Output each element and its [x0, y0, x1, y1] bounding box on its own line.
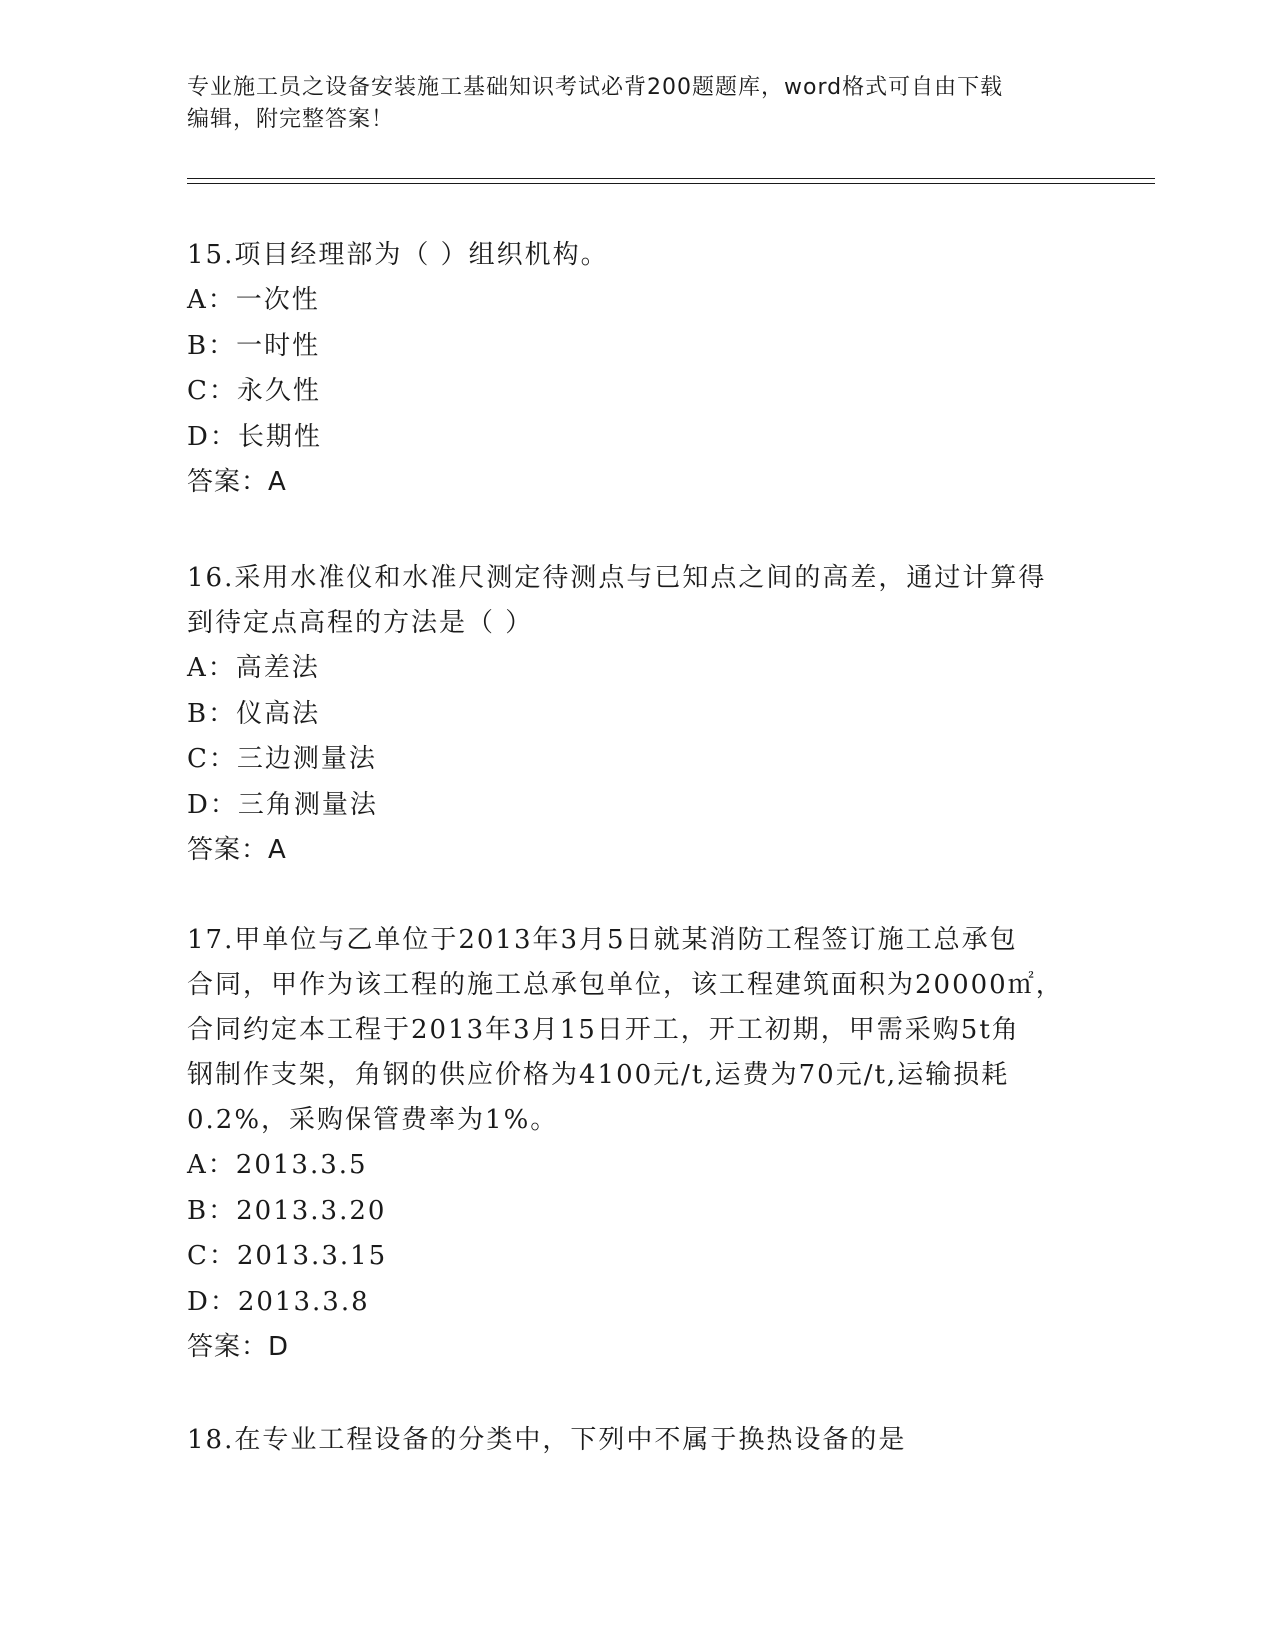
answer: 答案：A — [187, 467, 287, 497]
header-line-2: 编辑，附完整答案！ — [187, 107, 395, 132]
header-line-1: 专业施工员之设备安装施工基础知识考试必背200题题库，word格式可自由下载 — [187, 75, 1004, 100]
question-stem: 16.采用水准仪和水准尺测定待测点与已知点之间的高差，通过计算得 — [187, 563, 1047, 593]
header-divider-top — [187, 178, 1155, 179]
question-stem: 0.2%，采购保管费率为1%。 — [187, 1105, 559, 1135]
option-d: D：长期性 — [187, 421, 322, 452]
question-stem: 15.项目经理部为（ ）组织机构。 — [187, 240, 609, 270]
option-a: A：一次性 — [187, 285, 320, 315]
question-stem: 18.在专业工程设备的分类中，下列中不属于换热设备的是 — [187, 1425, 907, 1455]
header-divider-bottom — [187, 183, 1155, 184]
option-b: B：2013.3.20 — [187, 1195, 387, 1226]
option-d: D：三角测量法 — [187, 789, 378, 820]
option-a: A：高差法 — [187, 653, 320, 683]
question-17 — [187, 918, 1087, 1370]
option-a: A：2013.3.5 — [187, 1150, 368, 1180]
question-stem: 钢制作支架，角钢的供应价格为4100元/t,运费为70元/t,运输损耗 — [187, 1060, 1010, 1090]
question-stem: 合同，甲作为该工程的施工总承包单位，该工程建筑面积为20000㎡， — [187, 970, 1064, 1000]
option-b: B：一时性 — [187, 330, 321, 361]
option-c: C：三边测量法 — [187, 744, 377, 774]
option-c: C：2013.3.15 — [187, 1241, 388, 1271]
option-d: D：2013.3.8 — [187, 1286, 370, 1317]
answer: 答案：D — [187, 1332, 290, 1362]
option-b: B：仪高法 — [187, 698, 321, 729]
document-header — [187, 72, 1087, 136]
question-18 — [187, 1418, 1087, 1463]
question-16 — [187, 556, 1087, 873]
question-stem: 合同约定本工程于2013年3月15日开工，开工初期，甲需采购5t角 — [187, 1015, 1020, 1045]
answer: 答案：A — [187, 835, 287, 865]
option-c: C：永久性 — [187, 376, 321, 406]
question-stem: 到待定点高程的方法是（ ） — [187, 608, 534, 638]
question-15 — [187, 233, 1087, 505]
question-stem: 17.甲单位与乙单位于2013年3月5日就某消防工程签订施工总承包 — [187, 925, 1018, 955]
